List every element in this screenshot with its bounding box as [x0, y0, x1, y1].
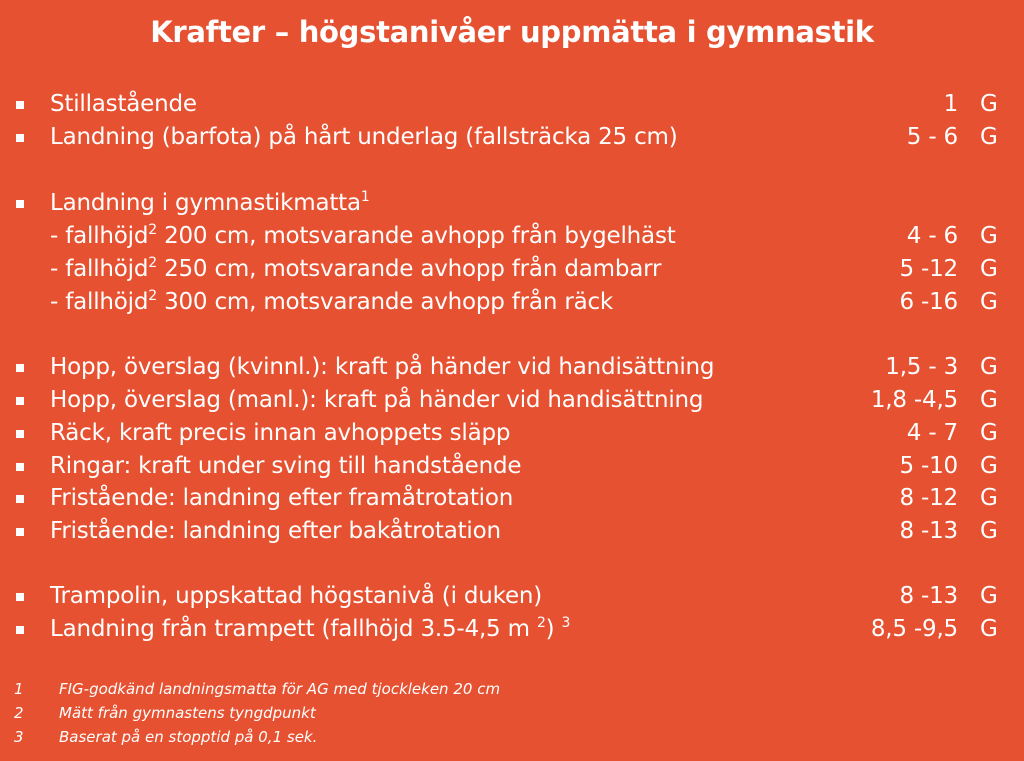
footnote: [0, 725, 1024, 749]
force-value: 4 - 6: [906, 223, 958, 249]
force-unit: G: [980, 453, 998, 479]
force-row: [0, 515, 1024, 548]
force-label: [50, 88, 197, 121]
footnote-text: Baserat på en stopptid på 0,1 sek.: [59, 728, 318, 746]
force-value: 5 -12: [899, 256, 958, 282]
force-row: [0, 417, 1024, 450]
force-label-text: - fallhöjd: [50, 256, 149, 282]
force-label-text: Fristående: landning efter bakåtrotation: [50, 518, 501, 544]
force-label-text-after: 200 cm, motsvarande avhopp från bygelhäst: [156, 223, 676, 249]
force-label: [50, 450, 521, 483]
force-label: [50, 187, 370, 220]
square-bullet-icon: [16, 397, 24, 405]
force-row: [0, 253, 1024, 286]
footnote-text: FIG-godkänd landningsmatta för AG med tjockleken 20 cm: [59, 680, 501, 698]
force-label-text: Hopp, överslag (manl.): kraft på händer vid handisättning: [50, 387, 704, 413]
force-row: [0, 286, 1024, 319]
force-value: 8 -12: [899, 485, 958, 511]
force-row: [0, 88, 1024, 121]
force-label-text: - fallhöjd: [50, 223, 149, 249]
force-row: [0, 187, 1024, 220]
force-value: 8 -13: [899, 518, 958, 544]
force-label: [50, 417, 510, 450]
force-row: [0, 482, 1024, 515]
square-bullet-icon: [16, 495, 24, 503]
force-unit: G: [980, 485, 998, 511]
force-value: 4 - 7: [906, 420, 958, 446]
force-value: 5 - 6: [906, 124, 958, 150]
force-row: [0, 384, 1024, 417]
force-label-text-after: 300 cm, motsvarande avhopp från räck: [156, 289, 614, 315]
force-label: [50, 580, 542, 613]
force-label-text-after: ): [545, 616, 562, 642]
force-label-text: Stillastående: [50, 91, 197, 117]
force-label: [50, 613, 570, 646]
square-bullet-icon: [16, 626, 24, 634]
footnote-number: 2: [14, 704, 24, 722]
force-value: 8 -13: [899, 583, 958, 609]
footnote-text: Mätt från gymnastens tyngdpunkt: [59, 704, 316, 722]
footnote: [0, 677, 1024, 701]
force-label-text: Ringar: kraft under sving till handstående: [50, 453, 522, 479]
footnote: [0, 701, 1024, 725]
force-unit: G: [980, 256, 998, 282]
square-bullet-icon: [16, 593, 24, 601]
force-unit: G: [980, 583, 998, 609]
force-value: 1,8 -4,5: [870, 387, 958, 413]
force-label-text: Hopp, överslag (kvinnl.): kraft på händer vid handisättning: [50, 354, 715, 380]
force-value: 5 -10: [899, 453, 958, 479]
square-bullet-icon: [16, 364, 24, 372]
force-label-text: Räck, kraft precis innan avhoppets släpp: [50, 420, 511, 446]
force-label-text: Trampolin, uppskattad högstanivå (i duken): [50, 583, 543, 609]
force-unit: G: [980, 420, 998, 446]
force-value: 1,5 - 3: [885, 354, 958, 380]
force-unit: G: [980, 616, 998, 642]
footnote-ref: 2: [148, 288, 157, 304]
force-unit: G: [980, 354, 998, 380]
force-value: 1: [943, 91, 958, 117]
force-row: [0, 121, 1024, 154]
square-bullet-icon: [16, 528, 24, 536]
footnote-number: 1: [14, 680, 24, 698]
footnote-number: 3: [14, 728, 24, 746]
force-row: [0, 613, 1024, 646]
square-bullet-icon: [16, 200, 24, 208]
force-row: [0, 450, 1024, 483]
force-label: [50, 351, 714, 384]
force-label-text: - fallhöjd: [50, 289, 149, 315]
force-row: [0, 220, 1024, 253]
square-bullet-icon: [16, 134, 24, 142]
force-label: [50, 515, 501, 548]
force-unit: G: [980, 223, 998, 249]
square-bullet-icon: [16, 463, 24, 471]
force-label: [50, 286, 613, 319]
force-label-text: Landning i gymnastikmatta: [50, 190, 361, 216]
force-label-text: Fristående: landning efter framåtrotation: [50, 485, 514, 511]
force-row: [0, 580, 1024, 613]
footnote-ref: 2: [536, 615, 546, 631]
footnote-ref: 2: [148, 255, 157, 271]
force-value: 8,5 -9,5: [870, 616, 958, 642]
square-bullet-icon: [16, 101, 24, 109]
force-row: [0, 351, 1024, 384]
slide-title: Krafter – högstanivåer uppmätta i gymnastik: [150, 15, 874, 49]
force-label: [50, 220, 676, 253]
force-label-text-after: 250 cm, motsvarande avhopp från dambarr: [156, 256, 662, 282]
force-unit: G: [980, 518, 998, 544]
force-unit: G: [980, 124, 998, 150]
force-value: 6 -16: [899, 289, 958, 315]
force-label-text: Landning från trampett (fallhöjd 3.5-4,5 m: [50, 616, 537, 642]
force-label: [50, 384, 703, 417]
footnote-ref: 3: [561, 615, 571, 631]
force-unit: G: [980, 91, 998, 117]
force-label-text: Landning (barfota) på hårt underlag (fallsträcka 25 cm): [50, 124, 678, 150]
force-unit: G: [980, 387, 998, 413]
force-unit: G: [980, 289, 998, 315]
force-label: [50, 121, 678, 154]
force-label: [50, 253, 661, 286]
footnote-ref: 1: [360, 189, 370, 205]
footnote-ref: 2: [148, 222, 157, 238]
square-bullet-icon: [16, 430, 24, 438]
force-label: [50, 482, 513, 515]
